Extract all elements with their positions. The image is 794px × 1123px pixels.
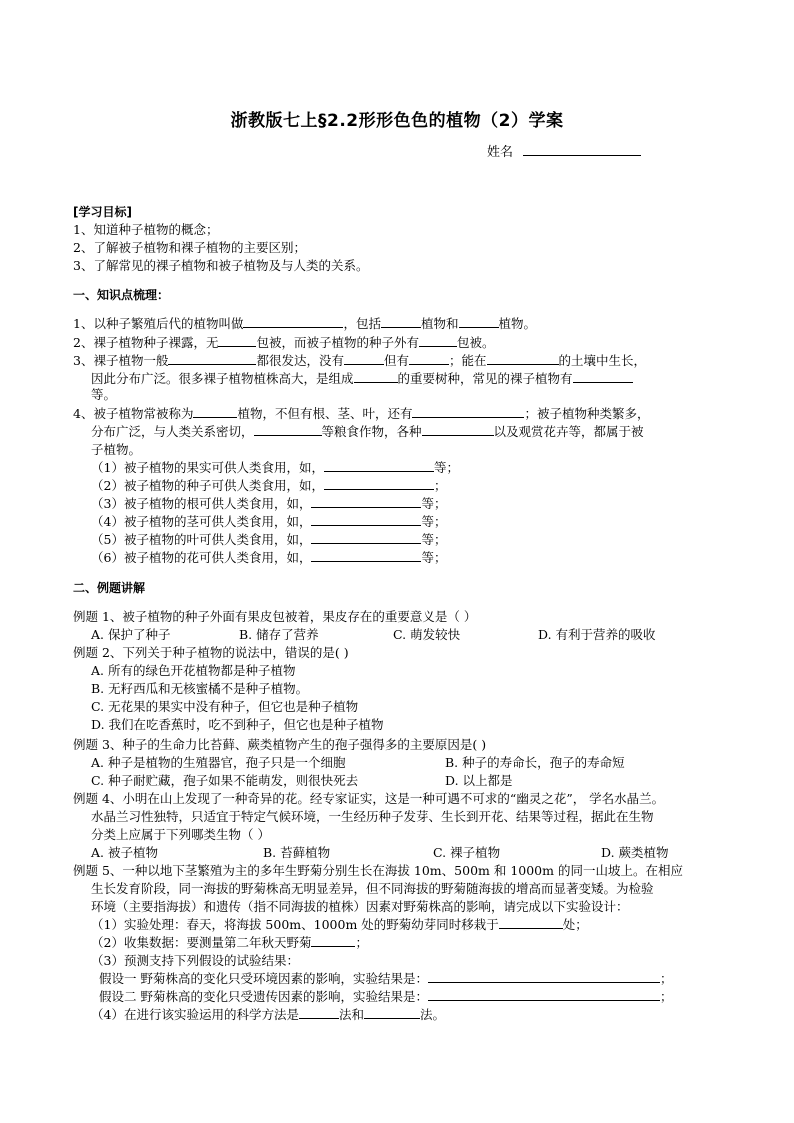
- example-4-question-cont: 水晶兰习性独特，只适宜于特定气候环境，一生经历种子发芽、生长到开花、结果等过程，据此在生物: [91, 809, 654, 824]
- sub-question: （5）被子植物的叶可供人类食用，如， 等；: [91, 532, 447, 547]
- objective-item: 2、了解被子植物和裸子植物的主要区别；: [73, 240, 306, 255]
- option-c[interactable]: C. 无花果的果实中没有种子，但它也是种子植物: [91, 699, 359, 714]
- answer-blank[interactable]: [412, 405, 524, 418]
- option-c[interactable]: C. 萌发较快: [393, 627, 461, 642]
- answer-blank[interactable]: [428, 988, 660, 1001]
- question-3-cont: 因此分布广泛。很多裸子植物植株高大，是组成 的重要树种，常见的裸子植物有: [91, 370, 633, 387]
- option-a[interactable]: A. 所有的绿色开花植物都是种子植物: [91, 663, 296, 678]
- answer-blank[interactable]: [324, 477, 434, 490]
- question-2: 2、裸子植物种子裸露，无 包被，而被子植物的种子外有 包被。: [73, 335, 495, 350]
- answer-blank[interactable]: [419, 334, 457, 347]
- example-5-question-cont: 环境（主要指海拔）和遗传（指不同海拔的植株）因素对野菊株高的影响，请完成以下实验设计：: [91, 899, 629, 914]
- example-5-step-2: （2）收集数据：要测量第二年秋天野菊 ；: [91, 935, 368, 950]
- example-4-question: 例题 4、小明在山上发现了一种奇异的花。经专家证实，这是一种可遇不可求的“幽灵之花”， 学名水晶兰。: [73, 791, 665, 806]
- answer-blank[interactable]: [193, 405, 237, 418]
- sub-question: （3）被子植物的根可供人类食用，如， 等；: [91, 496, 447, 511]
- hypothesis-2: 假设二 野菊株高的变化只受遗传因素的影响，实验结果是： ；: [99, 989, 673, 1004]
- question-3-end: 等。: [91, 387, 117, 402]
- answer-blank[interactable]: [218, 334, 256, 347]
- answer-blank[interactable]: [324, 459, 434, 472]
- option-c[interactable]: C. 裸子植物: [433, 845, 501, 860]
- example-5-step-4: （4）在进行该实验运用的科学方法是 法和 法。: [91, 1007, 445, 1022]
- option-b[interactable]: B. 种子的寿命长，孢子的寿命短: [445, 755, 625, 770]
- question-1: 1、以种子繁殖后代的植物叫做 ，包括 植物和 植物。: [73, 316, 537, 331]
- option-d[interactable]: D. 蕨类植物: [601, 845, 669, 860]
- option-b[interactable]: B. 苔藓植物: [263, 845, 331, 860]
- answer-blank[interactable]: [299, 1006, 339, 1019]
- example-2-question: 例题 2、下列关于种子植物的说法中，错误的是( ): [73, 645, 349, 660]
- answer-blank[interactable]: [311, 934, 355, 947]
- answer-blank[interactable]: [459, 315, 499, 328]
- sub-question: （6）被子植物的花可供人类食用，如， 等；: [91, 550, 447, 565]
- objectives-heading: [学习目标]: [73, 205, 132, 219]
- example-5-question-cont: 生长发育阶段，同一海拔的野菊株高无明显差异，但不同海拔的野菊随海拔的增高而显著变矮。为检验: [91, 881, 654, 896]
- option-c[interactable]: C. 种子耐贮藏，孢子如果不能萌发，则很快死去: [91, 773, 359, 788]
- page-title: 浙教版七上§2.2形形色色的植物（2）学案: [230, 111, 564, 131]
- section-heading: 二、例题讲解: [73, 581, 146, 595]
- question-4: 4、被子植物常被称为 植物，不但有根、茎、叶，还有 ；被子植物种类繁多，: [73, 406, 650, 421]
- answer-blank[interactable]: [344, 352, 384, 365]
- option-b[interactable]: B. 无籽西瓜和无核蜜橘不是种子植物。: [91, 681, 309, 696]
- answer-blank[interactable]: [243, 315, 343, 328]
- example-5-step-1: （1）实验处理：春天，将海拔 500m、1000m 处的野菊幼芽同时移栽于 处；: [91, 917, 588, 932]
- sub-question: （1）被子植物的果实可供人类食用，如， 等；: [91, 460, 459, 475]
- answer-blank[interactable]: [311, 513, 421, 526]
- sub-question: （4）被子植物的茎可供人类食用，如， 等；: [91, 514, 447, 529]
- answer-blank[interactable]: [168, 352, 256, 365]
- answer-blank[interactable]: [354, 370, 398, 383]
- answer-blank[interactable]: [487, 352, 559, 365]
- answer-blank[interactable]: [381, 315, 421, 328]
- answer-blank[interactable]: [311, 495, 421, 508]
- answer-blank[interactable]: [311, 531, 421, 544]
- question-3: 3、裸子植物一般 都很发达，没有 但有 ；能在 的土壤中生长，: [73, 353, 647, 368]
- option-a[interactable]: A. 保护了种子: [91, 627, 171, 642]
- question-4-cont: 分布广泛，与人类关系密切， 等粮食作物，各种 以及观赏花卉等，都属于被: [91, 424, 644, 439]
- name-field: [487, 141, 641, 160]
- answer-blank[interactable]: [499, 916, 563, 929]
- answer-blank[interactable]: [409, 352, 449, 365]
- sub-question: （2）被子植物的种子可供人类食用，如， ；: [91, 478, 447, 493]
- name-label: 姓名: [487, 145, 514, 160]
- option-b[interactable]: B. 储存了营养: [239, 627, 319, 642]
- question-4-end: 子植物。: [91, 442, 142, 457]
- objective-item: 1、知道种子植物的概念；: [73, 222, 219, 237]
- example-5-question: 例题 5、一种以地下茎繁殖为主的多年生野菊分别生长在海拔 10m、500m 和 1000m 的同一山坡上。在相应: [73, 863, 683, 878]
- answer-blank[interactable]: [254, 423, 322, 436]
- answer-blank[interactable]: [311, 549, 421, 562]
- example-5-step-3: （3）预测支持下列假设的试验结果：: [91, 953, 299, 968]
- option-d[interactable]: D. 以上都是: [445, 773, 513, 788]
- objective-item: 3、了解常见的裸子植物和被子植物及与人类的关系。: [73, 258, 369, 273]
- example-1-question: 例题 1、被子植物的种子外面有果皮包被着，果皮存在的重要意义是（ ）: [73, 609, 477, 624]
- answer-blank[interactable]: [573, 370, 633, 383]
- option-d[interactable]: D. 有利于营养的吸收: [538, 627, 656, 642]
- name-blank[interactable]: [523, 143, 641, 156]
- answer-blank[interactable]: [422, 423, 494, 436]
- example-3-question: 例题 3、种子的生命力比苔藓、蕨类植物产生的孢子强得多的主要原因是( ): [73, 737, 487, 752]
- option-a[interactable]: A. 被子植物: [91, 845, 158, 860]
- option-a[interactable]: A. 种子是植物的生殖器官，孢子只是一个细胞: [91, 755, 346, 770]
- answer-blank[interactable]: [428, 970, 660, 983]
- answer-blank[interactable]: [364, 1006, 420, 1019]
- section-heading: 一、知识点梳理：: [73, 288, 170, 302]
- option-d[interactable]: D. 我们在吃香蕉时，吃不到种子，但它也是种子植物: [91, 717, 384, 732]
- example-4-question-cont: 分类上应属于下列哪类生物（ ）: [91, 827, 270, 842]
- hypothesis-1: 假设一 野菊株高的变化只受环境因素的影响，实验结果是： ；: [99, 971, 673, 986]
